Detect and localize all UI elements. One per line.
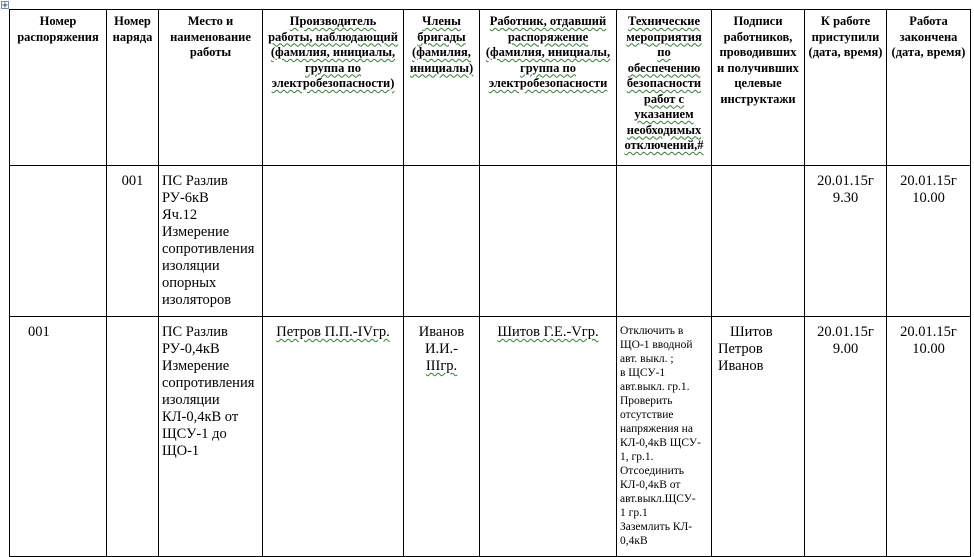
end-date: 20.01.15г (900, 324, 957, 340)
place-line: изоляторов (162, 292, 232, 308)
start-date: 20.01.15г (817, 173, 874, 189)
header-signatures: Подписи работников, проводивших и получивших целевые инструктажи (712, 10, 805, 166)
place-line: Измерение (162, 224, 230, 240)
place-line: опорных (162, 275, 217, 291)
foreman-cell (263, 166, 404, 317)
header-issuer: Работник, отдавший распоряжение (фамилия, инициалы, группа по электробезопасности (480, 10, 617, 166)
measure-line: КЛ-0,4кВ от (620, 479, 681, 491)
start-time: 9.30 (832, 190, 859, 206)
signature-line: Шитов (730, 324, 773, 340)
measures-cell (617, 166, 712, 317)
end-date: 20.01.15г (900, 173, 957, 189)
permit-number-cell (107, 317, 159, 557)
header-team: Члены бригады (фамилия, инициалы) (404, 10, 480, 166)
header-foreman: Производитель работы, наблюдающий (фамилия, инициалы, группа по электробезопасности) (263, 10, 404, 166)
measure-line: 0,4кВ (620, 535, 648, 547)
orders-table (9, 9, 971, 557)
measure-line: 1, гр.1. (620, 451, 654, 463)
place-line: сопротивления (162, 375, 255, 391)
measure-line: авт. выкл. ; (620, 353, 674, 365)
header-permit-number: Номер наряда (107, 10, 159, 166)
measure-line: Проверить (620, 395, 673, 407)
signature-line: Петров (718, 341, 763, 357)
issuer-cell (480, 166, 617, 317)
end-time: 10.00 (912, 190, 945, 206)
header-start: К работе приступили (дата, время) (805, 10, 887, 166)
permit-number-cell: 001 (107, 166, 159, 317)
start-cell (805, 317, 887, 557)
measure-line: напряжения на (620, 423, 693, 435)
place-cell (159, 166, 263, 317)
place-line: ЩСУ-1 до (162, 426, 227, 442)
foreman-cell: Петров П.П.-IVгр. (263, 317, 404, 557)
start-date: 20.01.15г (817, 324, 874, 340)
measure-line: ЩО-1 вводной (620, 339, 693, 351)
issuer-cell: Шитов Г.Е.-Vгр. (480, 317, 617, 557)
measure-line: Отсоединить (620, 465, 685, 477)
end-time: 10.00 (912, 341, 945, 357)
order-number-cell: 001 (10, 317, 107, 557)
end-cell (887, 317, 971, 557)
measure-line: авт.выкл. гр.1. (620, 381, 690, 393)
table-anchor-icon[interactable] (1, 1, 9, 9)
measure-line: отсутствие (620, 409, 674, 421)
table-row (10, 317, 971, 557)
team-cell (404, 317, 480, 557)
header-end: Работа закончена (дата, время) (887, 10, 971, 166)
place-line: ЩО-1 (162, 443, 200, 459)
signatures-cell (712, 166, 805, 317)
team-line: Иванов (418, 324, 465, 340)
place-cell (159, 317, 263, 557)
place-line: Яч.12 (162, 207, 198, 223)
header-order-number: Номер распоряжения (10, 10, 107, 166)
table-row (10, 166, 971, 317)
measure-line: 1 гр.1 (620, 507, 648, 519)
measure-line: авт.выкл.ЩСУ- (620, 493, 696, 505)
signatures-cell (712, 317, 805, 557)
team-cell (404, 166, 480, 317)
team-line: IIIгр. (425, 358, 458, 374)
header-place: Место и наименование работы (159, 10, 263, 166)
team-line: И.И.- (424, 341, 459, 357)
signature-line: Иванов (718, 358, 764, 374)
order-number-cell (10, 166, 107, 317)
measure-line: КЛ-0,4кВ ЩСУ- (620, 437, 701, 449)
end-cell (887, 166, 971, 317)
place-line: РУ-6кВ (162, 190, 209, 206)
place-line: изоляции (162, 392, 220, 408)
start-cell (805, 166, 887, 317)
measure-line: Отключить в (620, 325, 684, 337)
place-line: ПС Разлив (162, 173, 228, 189)
measures-cell (617, 317, 712, 557)
place-line: Измерение (162, 358, 230, 374)
measure-line: Заземлить КЛ- (620, 521, 693, 533)
place-line: КЛ-0,4кВ от (162, 409, 239, 425)
header-row (10, 10, 971, 166)
place-line: ПС Разлив (162, 324, 228, 340)
start-time: 9.00 (832, 341, 859, 357)
header-measures: Технические мероприятия по обеспечению безопасности работ с указанием необходимых отключений,# (617, 10, 712, 166)
measure-line: в ЩСУ-1 (620, 367, 666, 379)
place-line: сопротивления (162, 241, 255, 257)
place-line: изоляции (162, 258, 220, 274)
place-line: РУ-0,4кВ (162, 341, 220, 357)
